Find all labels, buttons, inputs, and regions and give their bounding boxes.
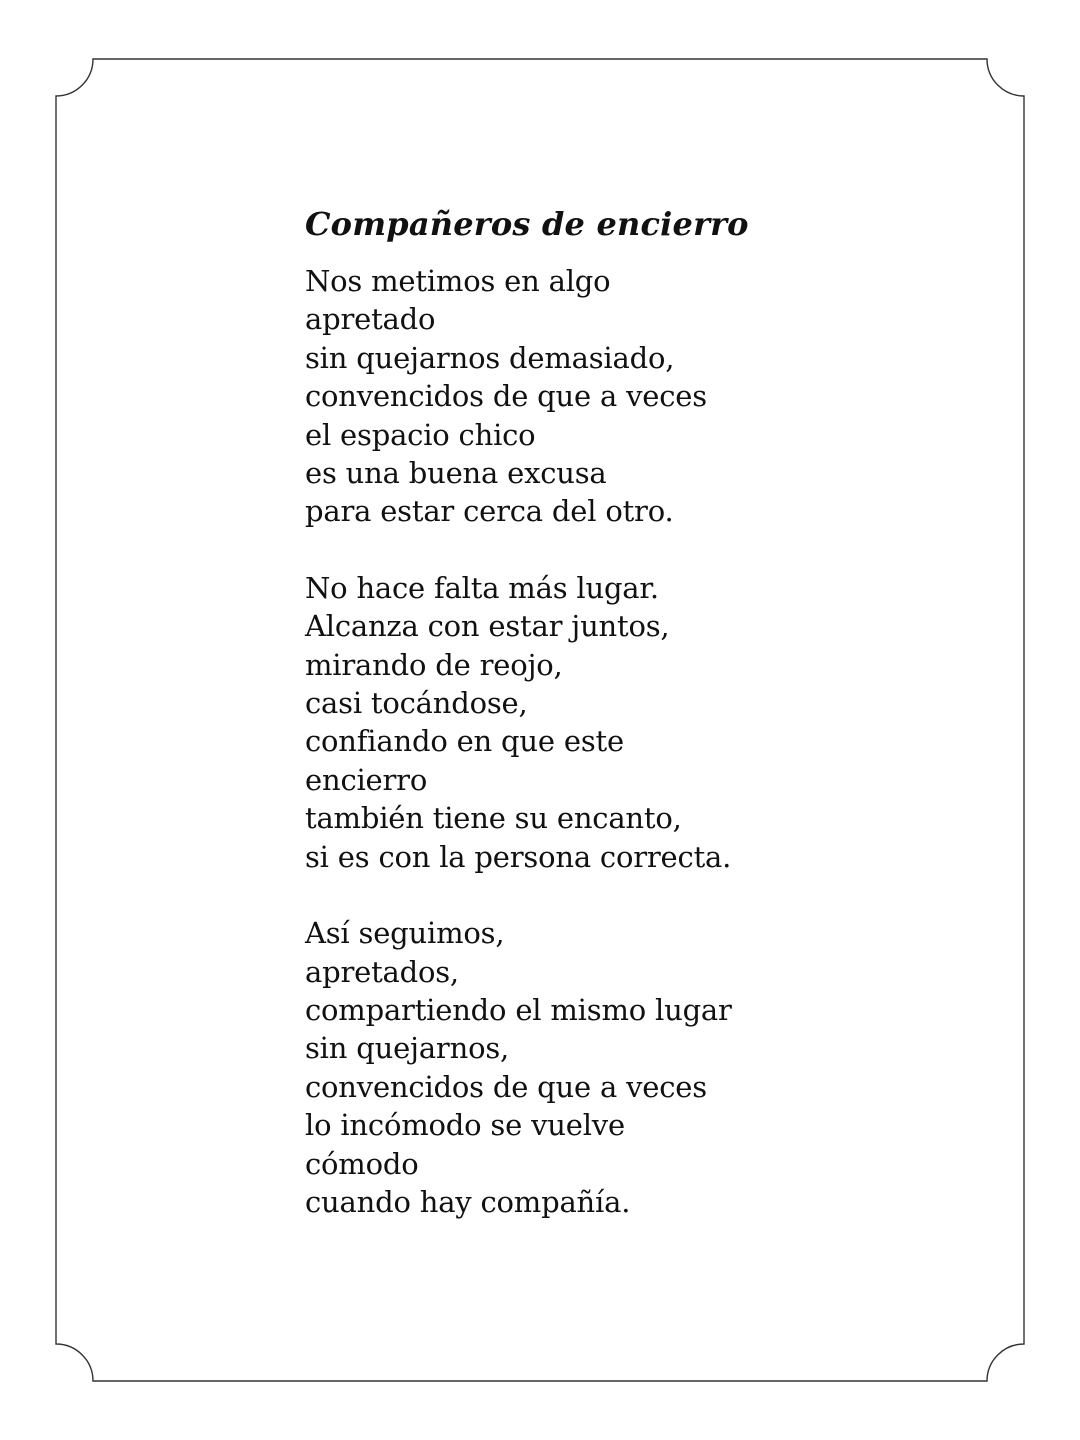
poem-line: cómodo — [305, 1146, 419, 1181]
poem-line: apretado — [305, 302, 436, 337]
poem — [305, 202, 905, 1259]
poem-line: casi tocándose, — [305, 686, 528, 721]
poem-line: cuando hay compañía. — [305, 1184, 631, 1219]
poem-line: lo incómodo se vuelve — [305, 1108, 625, 1143]
poem-line: para estar cerca del otro. — [305, 494, 674, 529]
poem-line: es una buena excusa — [305, 456, 607, 491]
poem-line: apretados, — [305, 954, 459, 989]
poem-line: Nos metimos en algo — [305, 264, 611, 298]
poem-line: mirando de reojo, — [305, 647, 563, 682]
poem-line: sin quejarnos, — [305, 1031, 510, 1066]
stanza-2 — [305, 569, 905, 876]
poem-line: Alcanza con estar juntos, — [305, 609, 670, 644]
poem-line: también tiene su encanto, — [305, 801, 682, 836]
stanza-3 — [305, 914, 905, 1221]
poem-line: compartiendo el mismo lugar — [305, 992, 732, 1027]
poem-line: si es con la persona correcta. — [305, 839, 732, 874]
poem-line: No hace falta más lugar. — [305, 570, 659, 605]
poem-line: confiando en que este — [305, 724, 624, 759]
poem-line: sin quejarnos demasiado, — [305, 340, 675, 375]
stanza-1 — [305, 262, 905, 531]
poem-line: convencidos de que a veces — [305, 1069, 707, 1104]
poem-line: convencidos de que a veces — [305, 379, 707, 414]
poem-line: encierro — [305, 762, 428, 797]
poem-title: Compañeros de encierro — [305, 205, 749, 243]
poem-line: Así seguimos, — [305, 916, 505, 951]
poem-line: el espacio chico — [305, 417, 536, 452]
